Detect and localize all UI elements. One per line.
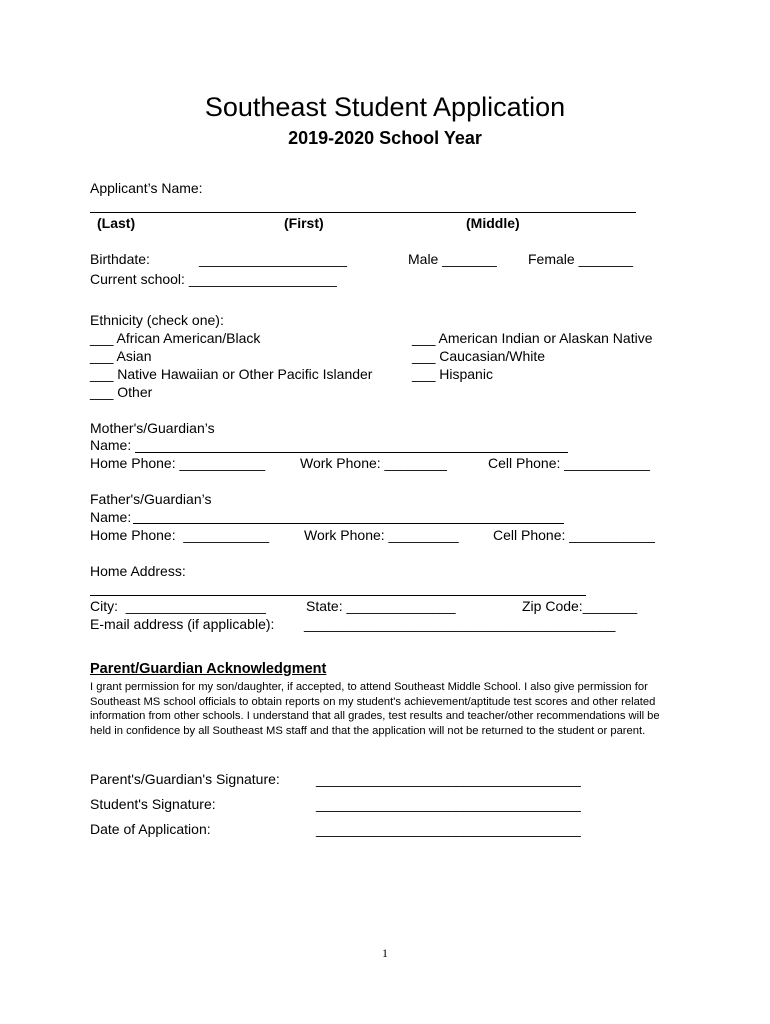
ethnicity-option[interactable]: ___ Caucasian/White [412,348,546,364]
father-name-line[interactable] [133,523,564,524]
middle-name-caption: (Middle) [466,215,520,231]
mother-home-phone-field[interactable]: Home Phone: ___________ [90,455,266,471]
father-home-phone-field[interactable]: Home Phone: ___________ [90,527,270,543]
first-name-caption: (First) [284,215,324,231]
applicant-name-label: Applicant’s Name: [90,180,203,196]
acknowledgment-text: I grant permission for my son/daughter, if accepted, to attend Southeast Middle School. I also give permission for Southeast MS school officials to obtain reports on my student's achievement/aptitude test scores and other related information from other schools. I understand that all grades, test results and teacher/other recommendations will be held in confidence by all Southeast MS staff and that the application will not be returned to the student or parent. [90,681,660,737]
ethnicity-option[interactable]: ___ Asian [90,348,152,364]
ethnicity-option[interactable]: ___ African American/Black [90,330,261,346]
ethnicity-option[interactable]: ___ Other [90,384,153,400]
last-name-caption: (Last) [97,215,136,231]
school-year-subtitle: 2019-2020 School Year [288,128,482,148]
mother-guardian-label: Mother's/Guardian’s [90,420,215,436]
mother-name-label: Name: [90,437,136,453]
female-field[interactable]: Female _______ [528,251,634,267]
home-address-label: Home Address: [90,563,186,579]
date-of-application-field[interactable]: __________________________________ [316,821,581,837]
mother-name-line[interactable] [135,452,568,453]
ethnicity-option[interactable]: ___ American Indian or Alaskan Native [412,330,653,346]
student-signature-label: Student's Signature: [90,796,216,812]
birthdate-label: Birthdate: [90,251,150,267]
page-number: 1 [382,946,388,960]
parent-signature-field[interactable]: __________________________________ [316,771,581,787]
ethnicity-option[interactable]: ___ Hispanic [412,366,493,382]
mother-cell-phone-field[interactable]: Cell Phone: ___________ [488,455,650,471]
mother-work-phone-field[interactable]: Work Phone: ________ [300,455,447,471]
student-signature-field[interactable]: __________________________________ [316,796,581,812]
applicant-name-line[interactable] [90,212,636,213]
ethnicity-option[interactable]: ___ Native Hawaiian or Other Pacific Islander [90,366,373,382]
birthdate-field[interactable]: ___________________ [199,251,347,267]
father-work-phone-field[interactable]: Work Phone: _________ [304,527,459,543]
acknowledgment-heading: Parent/Guardian Acknowledgment [90,661,327,677]
father-cell-phone-field[interactable]: Cell Phone: ___________ [493,527,655,543]
home-address-line[interactable] [90,595,586,596]
city-field[interactable]: City: __________________ [90,598,266,614]
father-guardian-label: Father's/Guardian’s [90,491,212,507]
email-label: E-mail address (if applicable): [90,616,275,632]
zip-code-field[interactable]: Zip Code:_______ [522,598,638,614]
date-of-application-label: Date of Application: [90,821,211,837]
ethnicity-label: Ethnicity (check one): [90,312,224,328]
current-school-field[interactable]: Current school: ___________________ [90,271,337,287]
state-field[interactable]: State: ______________ [306,598,456,614]
page-title: Southeast Student Application [204,92,566,122]
father-name-label: Name: [90,509,132,525]
parent-signature-label: Parent's/Guardian's Signature: [90,771,280,787]
male-field[interactable]: Male _______ [408,251,497,267]
email-field[interactable]: ________________________________________ [304,616,616,632]
